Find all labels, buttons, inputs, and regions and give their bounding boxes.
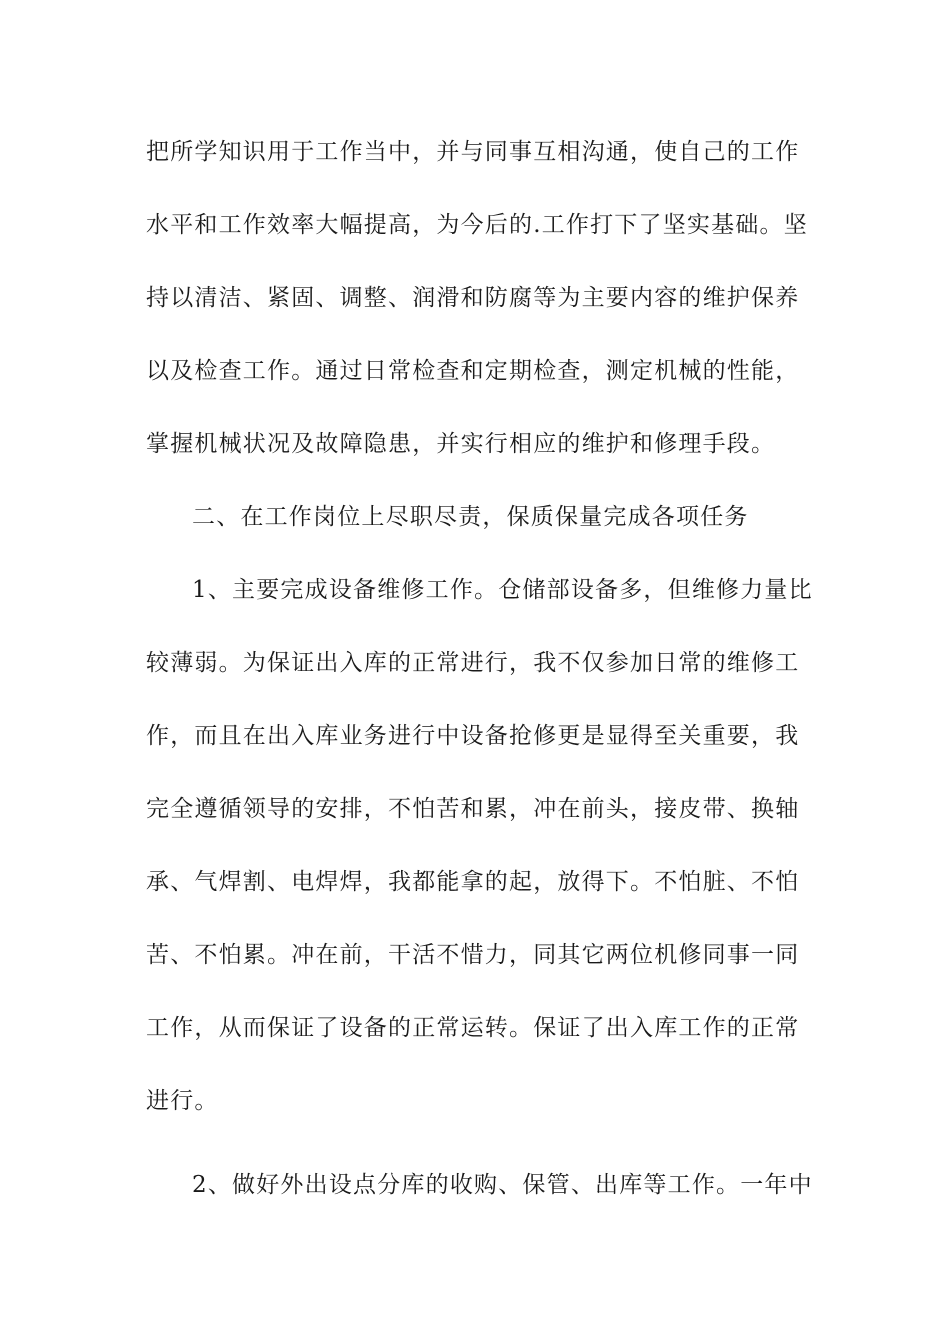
text-line: 工作，从而保证了设备的正常运转。保证了出入库工作的正常 (146, 1015, 800, 1041)
text-line: 较薄弱。为保证出入库的正常进行，我不仅参加日常的维修工 (146, 650, 800, 676)
text-line: 承、气焊割、电焊焊，我都能拿的起，放得下。不怕脏、不怕 (146, 869, 800, 895)
text-line: 把所学知识用于工作当中，并与同事互相沟通，使自己的工作 (146, 139, 800, 165)
section-heading: 二、在工作岗位上尽职尽责，保质保量完成各项任务 (192, 504, 749, 530)
text-line: 以及检查工作。通过日常检查和定期检查，测定机械的性能， (146, 358, 800, 384)
text-line: 作，而且在出入库业务进行中设备抢修更是显得至关重要，我 (146, 723, 800, 749)
text-line: 完全遵循领导的安排，不怕苦和累，冲在前头，接皮带、换轴 (146, 796, 800, 822)
text-line: 进行。 (146, 1088, 219, 1114)
text-line: 掌握机械状况及故障隐患，并实行相应的维护和修理手段。 (146, 431, 776, 457)
text-line: 水平和工作效率大幅提高，为今后的.工作打下了坚实基础。坚 (146, 212, 808, 238)
paragraph-first-line: 2、做好外出设点分库的收购、保管、出库等工作。一年中 (192, 1172, 813, 1198)
text-line: 苦、不怕累。冲在前，干活不惜力，同其它两位机修同事一同 (146, 942, 800, 968)
text-line: 持以清洁、紧固、调整、润滑和防腐等为主要内容的维护保养 (146, 285, 800, 311)
paragraph-first-line: 1、主要完成设备维修工作。仓储部设备多，但维修力量比 (192, 577, 813, 603)
